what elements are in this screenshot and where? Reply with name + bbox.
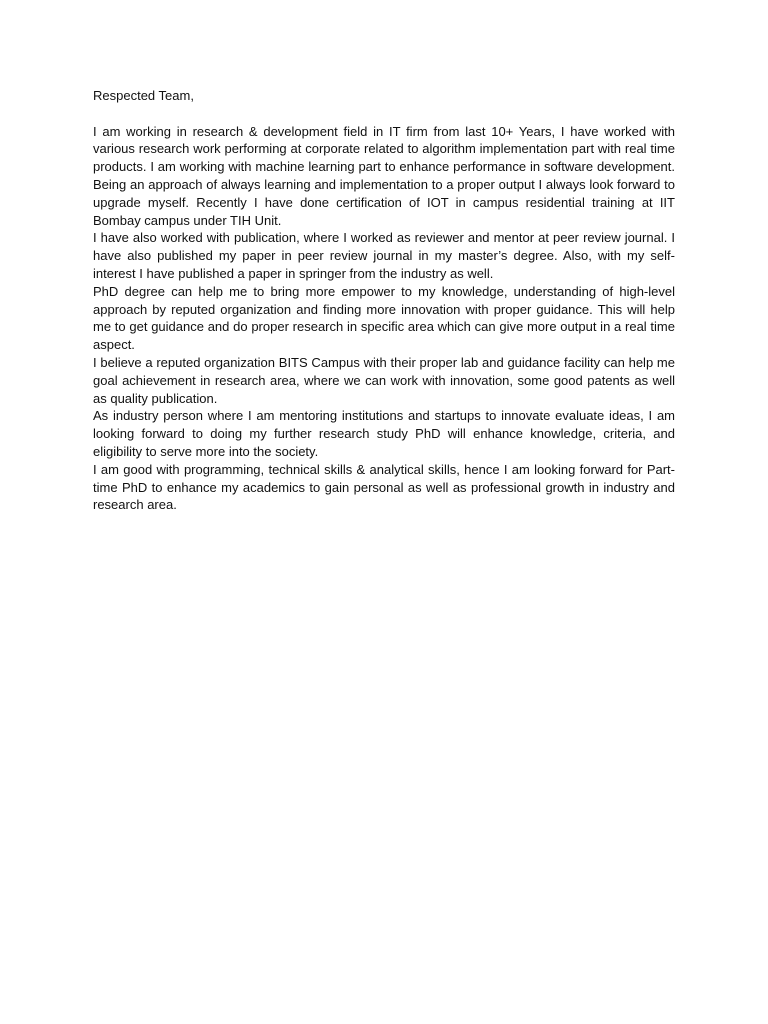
paragraph-skills: I am good with programming, technical skills & analytical skills, hence I am looking forward for Part-time PhD to enhance my academics to gain personal as well as professional growth in industry and research area.	[93, 461, 675, 513]
salutation: Respected Team,	[93, 88, 194, 103]
letter-body	[93, 87, 675, 514]
paragraph-publication: I have also worked with publication, where I worked as reviewer and mentor at peer review journal. I have also published my paper in peer review journal in my master’s degree. Also, with my self-interest I have published a paper in springer from the industry as well.	[93, 230, 675, 281]
paragraph-experience: I am working in research & development field in IT firm from last 10+ Years, I have worked with various research work performing at corporate related to algorithm implementation part with real time products. I am working with machine learning part to enhance performance in software development. Being an approach of always learning and implementation to a proper output I always look forward to upgrade myself. Recently I have done certification of IOT in campus residential training at IIT Bombay campus under TIH Unit.	[93, 123, 675, 228]
paragraph-industry-mentoring: As industry person where I am mentoring institutions and startups to innovate evaluate ideas, I am looking forward to doing my further research study PhD will enhance knowledge, criteria, and eligibility to serve more into the society.	[93, 408, 675, 459]
paragraph-phd-benefits: PhD degree can help me to bring more empower to my knowledge, understanding of high-level approach by reputed organization and finding more innovation with proper guidance. This will help me to get guidance and do proper research in specific area which can give more output in a real time aspect.	[93, 283, 675, 353]
paragraph-bits-campus: I believe a reputed organization BITS Campus with their proper lab and guidance facility can help me goal achievement in research area, where we can work with innovation, some good patents as well as quality publication.	[93, 354, 675, 406]
